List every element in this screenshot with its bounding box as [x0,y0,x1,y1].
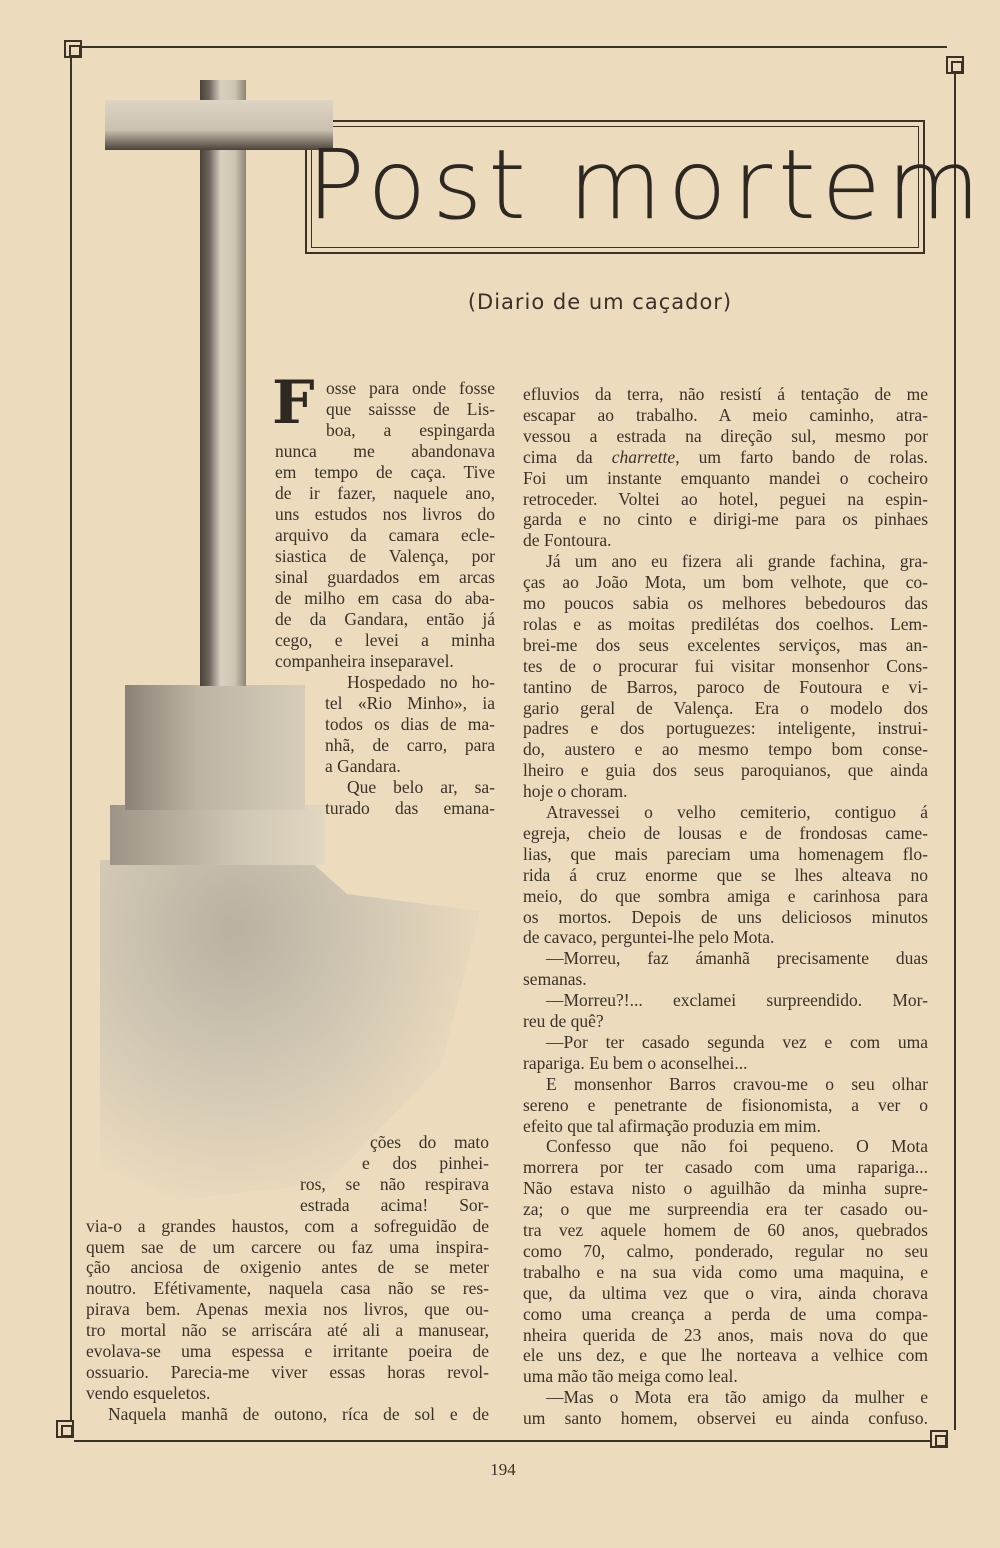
text-line: Naquela manhã de outono, ríca de sol e de [108,1403,489,1424]
text-line: rapariga. Eu bem o aconselhei... [523,1052,748,1073]
text-line: uns estudos nos livros do [275,504,495,524]
text-line: mo poucos sabia os melhores bebedouros das [523,593,928,613]
text-line: estrada acima! Sor- [300,1194,489,1215]
page-frame-right [954,74,956,1430]
text-line: morrera por ter casado com uma rapariga... [523,1157,928,1178]
text-line: nheira querida de 23 anos, mais nova do que [523,1324,928,1345]
text-line: todos os dias de ma- [325,714,495,734]
text-line: reu de quê? [523,1011,604,1031]
text-line: tel «Rio Minho», ia [325,693,495,713]
corner-ornament-icon [946,56,964,74]
text-line: arquivo da camara ecle- [275,525,495,545]
text-line: tes de o procurar fui visitar monsenhor Cons- [523,655,928,676]
text-line: lheiro e guia dos seus paroquianos, que ainda [523,760,928,781]
text-line: a Gandara. [325,756,401,776]
text-line: meio, do que sombra amiga e carinhosa para [523,885,928,906]
text-line: escapar ao trabalho. A meio caminho, atra- [523,404,928,425]
text-line: rida á cruz enorme que se lhes alteava no [523,864,928,885]
text-line: siastica de Valença, por [275,546,495,566]
text-line: hoje o choram. [523,781,628,802]
text-line: ros, se não respirava [300,1173,489,1194]
text-line: quem sae de um carcere ou faz uma inspira- [86,1236,489,1257]
text-line: evolava-se uma espessa e irritante poeira de [86,1341,489,1361]
text-line: ções do mato [370,1132,489,1152]
corner-ornament-icon [64,40,82,58]
text-line: egreja, cheio de lousas e de frondosas came- [523,822,928,843]
text-line: tro mortal não se arriscára até ali a manusear, [86,1320,489,1341]
text-line: nhã, de carro, para [325,735,495,755]
text-line: efluvios da terra, não resistí á tentação de me [523,384,928,404]
text-line: cego, e levei a minha [275,630,495,650]
text-line: padres e dos portuguezes: inteligente, instrui- [523,718,928,739]
corner-ornament-icon [56,1420,74,1438]
text-line: uma mão tão meiga como leal. [523,1366,738,1387]
text-line: turado das emana- [325,798,495,818]
text-line: e dos pinhei- [362,1152,489,1173]
text-line: —Por ter casado segunda vez e com uma [546,1031,928,1052]
text-line: E monsenhor Barros cravou-me o seu olhar [546,1073,928,1094]
text-line: um santo homem, observei eu ainda confuso. [523,1408,928,1429]
cross-shaft [200,80,246,686]
text-line: pirava bem. Apenas mexia nos livros, que ou- [86,1299,489,1320]
page-frame-bottom [74,1440,932,1442]
text-line: ção anciosa de oxigenio antes de se meter [86,1257,489,1278]
text-line: os mortos. Depois de uns deliciosos minutos [523,906,928,927]
cross-base-step [110,805,325,865]
text-line: de da Gandara, então já [275,609,495,629]
text-line: que, da ultima vez que o vira, ainda chorava [523,1282,928,1303]
text-line: de milho em casa do aba- [275,588,495,608]
text-line: efeito que tal afirmação produzia em mim. [523,1115,821,1136]
article-title: Post mortem [307,129,987,241]
corner-ornament-icon [930,1430,948,1448]
text-line: como uma creança a perda de uma compa- [523,1303,928,1324]
text-line: sinal guardados em arcas [275,567,495,587]
text-line: Atravessei o velho cemiterio, contiguo á [546,802,928,822]
text-line: tra vez aquele homem de 60 anos, quebrados [523,1220,928,1240]
page-frame-top [75,46,947,48]
text-line: em tempo de caça. Tive [275,462,495,482]
text-line: lias, que mais pareciam uma homenagem flo- [523,843,928,864]
text-line: de ir fazer, naquele ano, [275,483,495,503]
text-line: Já um ano eu fizera ali grande fachina, gra- [546,551,928,572]
page-frame-left [70,58,72,1423]
text-line: companheira inseparavel. [275,651,454,671]
text-line: Confesso que não foi pequeno. O Mota [546,1136,928,1157]
text-line: brei-me dos seus excelentes serviços, mas an- [523,634,928,655]
text-line: gario geral de Valença. Era o modelo dos [523,697,928,718]
text-line: de Fontoura. [523,530,612,551]
text-line: sereno e penetrante de fisionomista, a ver o [523,1094,928,1115]
text-line: via-o a grandes haustos, com a sofreguidão de [86,1215,489,1236]
text-line: vessou a estrada na direção sul, mesmo por [523,425,928,446]
text-line: tantino de Barros, paroco de Foutoura e vi- [523,676,928,697]
text-line: vendo esqueletos. [86,1382,211,1403]
text-line: garda e no cinto e dirigi-me para os pinhaes [523,509,928,530]
text-line: rolas e as moitas predilétas dos coelhos. Lem- [523,613,928,634]
cross-pedestal [125,685,305,810]
text-line: Que belo ar, sa- [347,777,495,797]
text-line: —Morreu, faz ámanhã precisamente duas [546,948,928,969]
text-line: trabalho e na sua vida como uma maquina, e [523,1261,928,1282]
text-line: retroceder. Voltei ao hotel, peguei na espin- [523,488,928,509]
text-line: ele uns dez, e que lhe norteava a velhice com [523,1345,928,1366]
text-line: que saissse de Lis- [326,399,495,419]
title-box [305,120,987,254]
text-line: osse para onde fosse [326,378,495,398]
text-line: Hospedado no ho- [347,672,495,692]
text-line: ças ao João Mota, um bom velhote, que co- [523,572,928,593]
text-line: cima da charrette, um farto bando de rolas. [523,446,929,467]
text-line: como 70, calmo, ponderado, regular no seu [523,1240,928,1261]
text-line: ossuario. Parecia-me viver essas horas revol- [86,1361,489,1382]
text-line: de cavaco, perguntei-lhe pelo Mota. [523,927,775,948]
page-number: 194 [490,1460,516,1479]
text-line: Foi um instante emquanto mandei o cocheiro [523,467,928,488]
cross-arm [105,100,333,150]
text-line: boa, a espingarda [326,420,495,440]
text-line: Não estava nisto o aguilhão da minha supre- [523,1178,928,1199]
text-line: semanas. [523,969,587,990]
text-line: —Mas o Mota era tão amigo da mulher e [546,1387,928,1408]
text-line: —Morreu?!... exclamei surpreendido. Mor- [546,990,928,1011]
drop-cap: F [272,372,315,434]
article-subtitle: (Diario de um caçador) [467,290,733,314]
italic-term: charrette [611,446,676,467]
text-line: do, austero e ao mesmo tempo bom conse- [523,739,928,760]
text-line: nunca me abandonava [275,441,495,461]
text-line: za; o que me surpreendia era ter casado ou- [523,1199,928,1220]
text-line: noutro. Efétivamente, naquela casa não se res- [86,1278,489,1299]
